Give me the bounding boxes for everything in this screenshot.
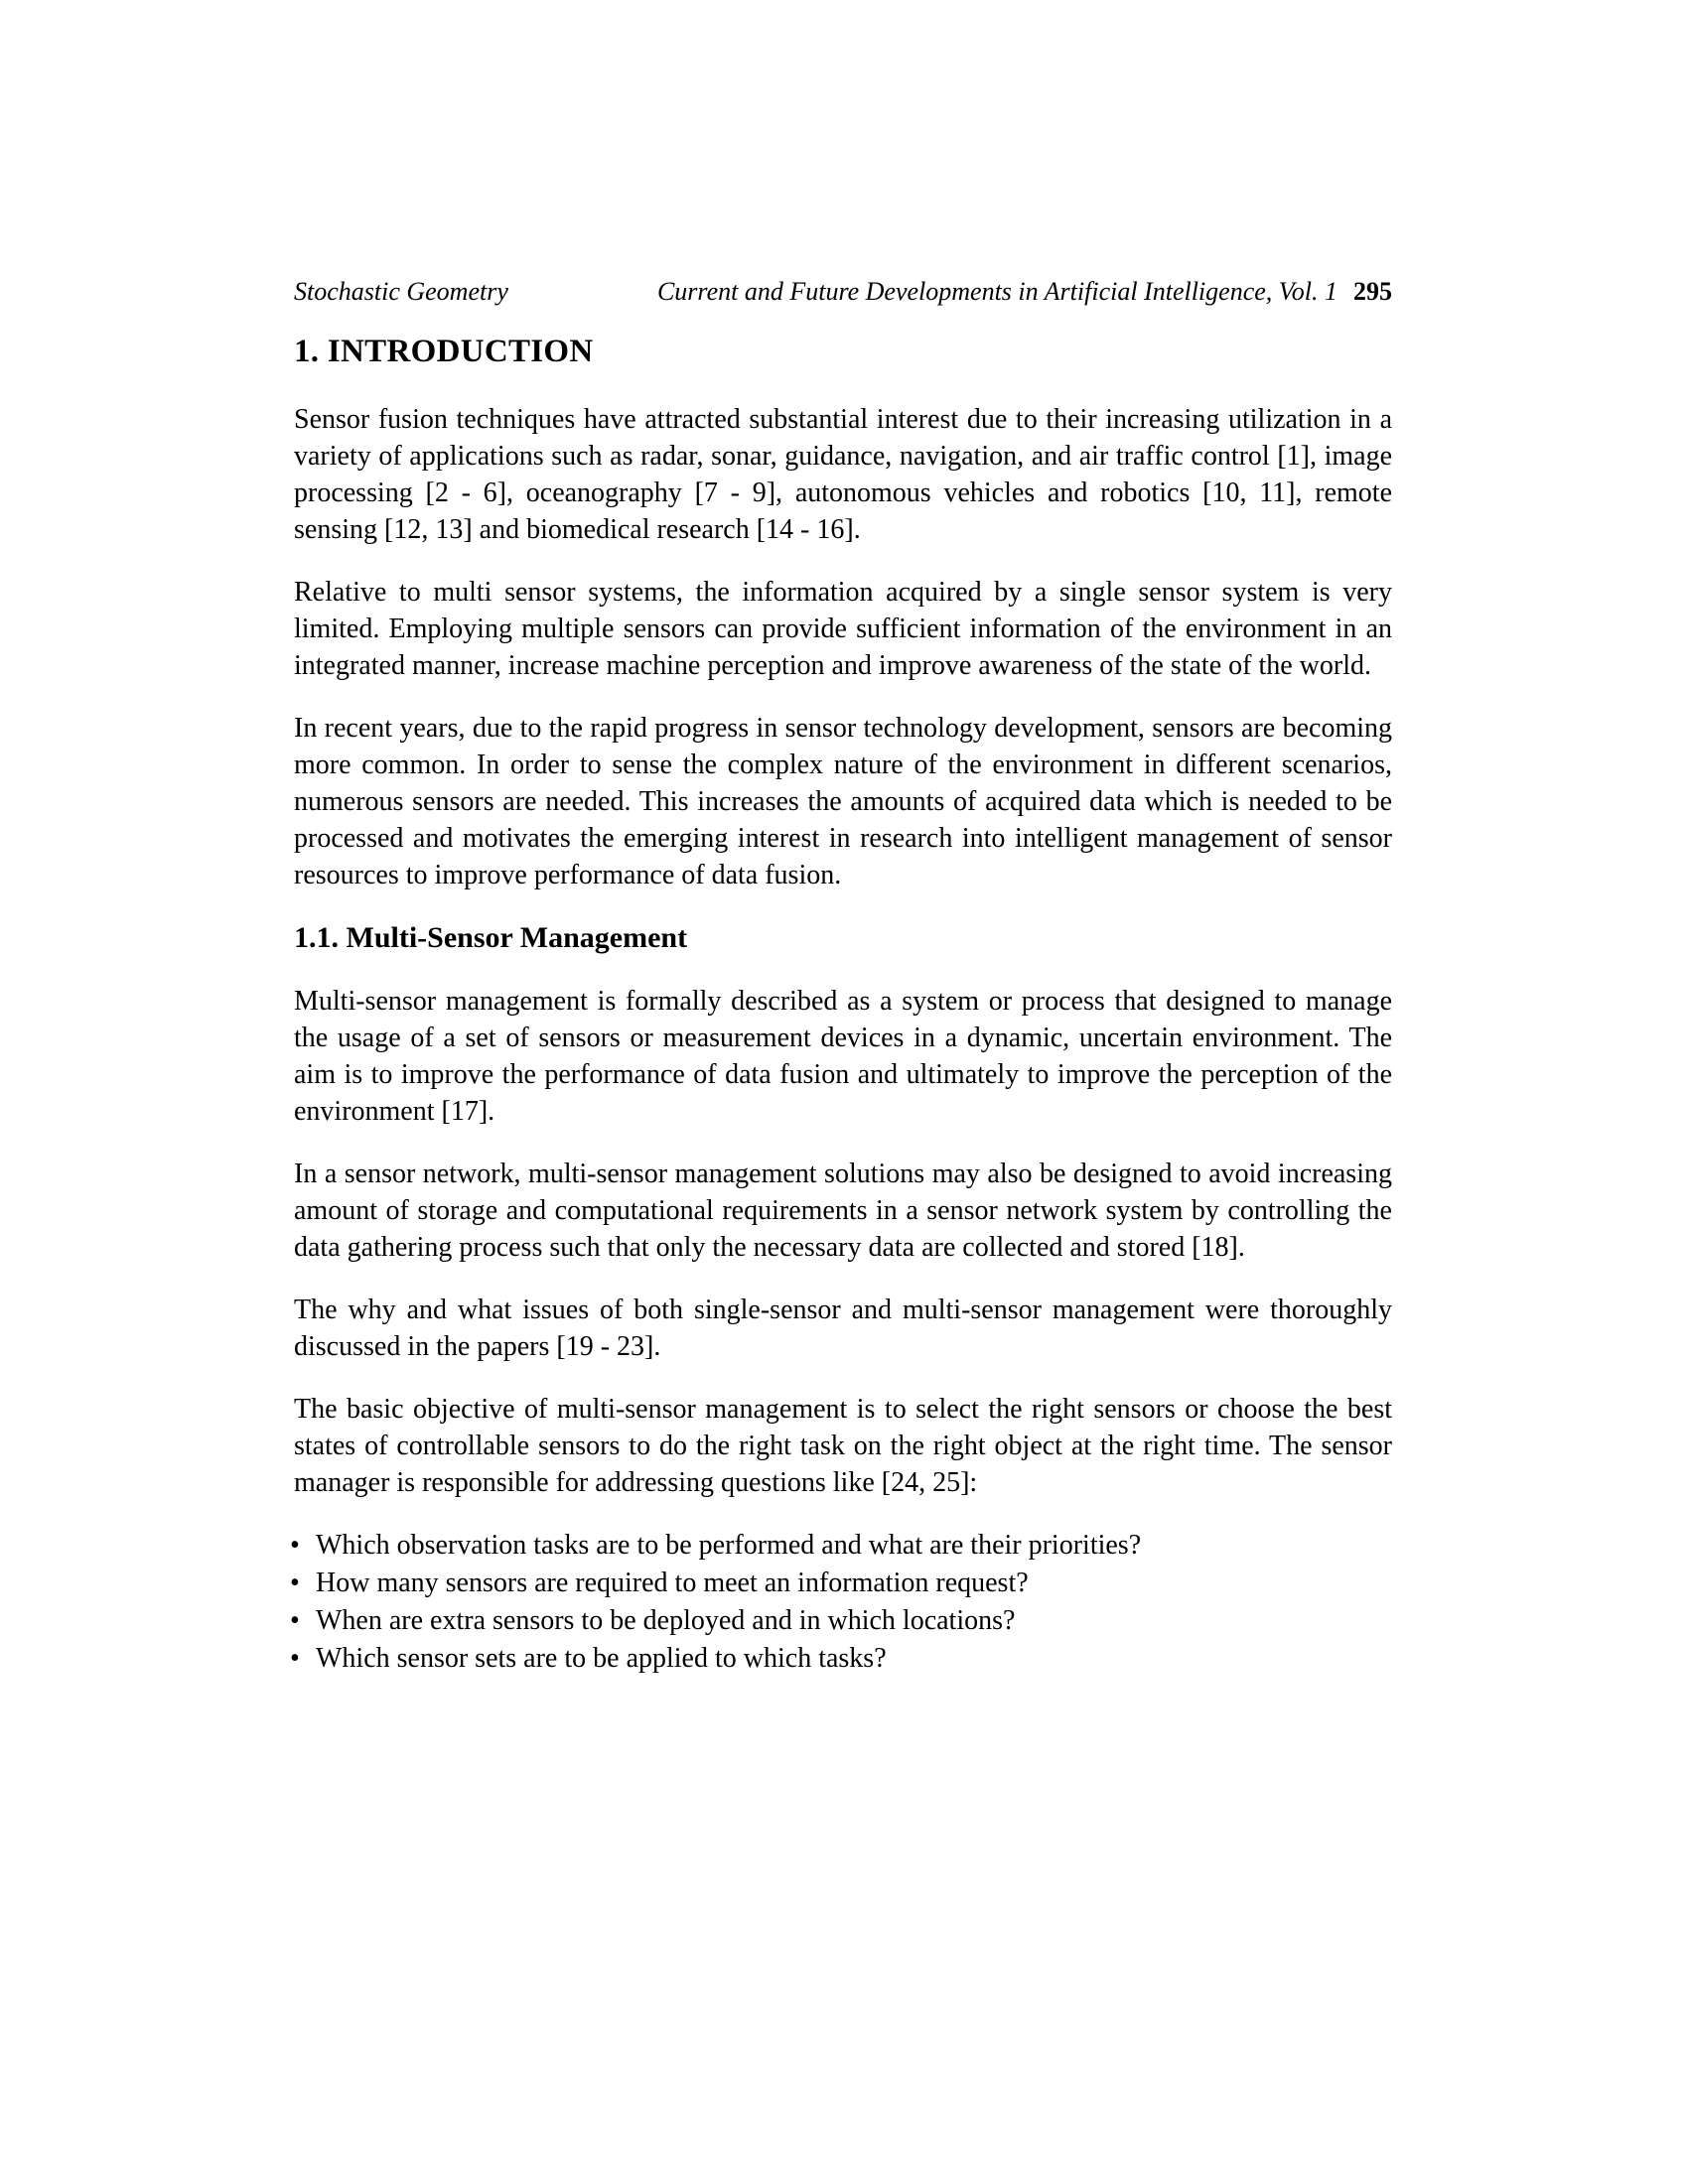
bullet-icon: •	[290, 1643, 300, 1674]
list-item	[290, 1640, 1392, 1678]
subsection-heading-multi-sensor-management: 1.1. Multi-Sensor Management	[294, 921, 688, 954]
running-head-book-title: Current and Future Developments in Artificial Intelligence, Vol. 1	[656, 277, 1337, 306]
list-item	[290, 1527, 1392, 1565]
list-item-text: Which sensor sets are to be applied to which tasks?	[316, 1643, 887, 1674]
paragraph-sensor-fusion-applications: Sensor fusion techniques have attracted substantial interest due to their increasing utilization in a variety of applications such as radar, sonar, guidance, navigation, and air traffic control [1], image processing [2 - 6], oceanography [7 - 9], autonomous vehicles and robotics [10, 11], remote sensing [12, 13] and biomedical research [14 - 16].	[294, 404, 1392, 545]
paragraph-basic-objective: The basic objective of multi-sensor management is to select the right sensors or choose the best states of controllable sensors to do the right task on the right object at the right time. The sensor manager is responsible for addressing questions like [24, 25]:	[294, 1394, 1392, 1498]
page-number: 295	[1353, 277, 1392, 306]
bullet-icon: •	[290, 1605, 300, 1636]
list-item-text: When are extra sensors to be deployed and in which locations?	[316, 1605, 1016, 1636]
running-head-section: Stochastic Geometry	[294, 277, 508, 306]
running-head	[294, 278, 1392, 306]
list-item	[290, 1602, 1392, 1640]
paragraph-management-definition: Multi-sensor management is formally described as a system or process that designed to manage the usage of a set of sensors or measurement devices in a dynamic, uncertain environment. The aim is to improve the performance of data fusion and ultimately to improve the perception of the environment [17].	[294, 986, 1392, 1127]
running-head-right	[657, 278, 1392, 306]
paragraph-multi-sensor-benefits: Relative to multi sensor systems, the information acquired by a single sensor system is very limited. Employing multiple sensors can provide sufficient information of the environment in an integrated manner, increase machine perception and improve awareness of the state of the world.	[294, 577, 1392, 681]
bullet-icon: •	[290, 1530, 300, 1561]
page-content	[290, 277, 1392, 1678]
paragraph-why-what-issues: The why and what issues of both single-sensor and multi-sensor management were thoroughly discussed in the papers [19 - 23].	[294, 1295, 1392, 1362]
paragraph-sensor-network-design: In a sensor network, multi-sensor management solutions may also be designed to avoid increasing amount of storage and computational requirements in a sensor network system by controlling the data gathering process such that only the necessary data are collected and stored [18].	[294, 1159, 1392, 1263]
section-heading-introduction: 1. INTRODUCTION	[294, 334, 594, 369]
list-item-text: Which observation tasks are to be performed and what are their priorities?	[316, 1530, 1142, 1561]
bullet-icon: •	[290, 1568, 300, 1598]
list-item	[290, 1565, 1392, 1602]
question-list	[290, 1527, 1392, 1678]
list-item-text: How many sensors are required to meet an information request?	[316, 1568, 1029, 1598]
paragraph-sensor-technology-progress: In recent years, due to the rapid progress in sensor technology development, sensors are becoming more common. In order to sense the complex nature of the environment in different scenarios, numerous sensors are needed. This increases the amounts of acquired data which is needed to be processed and motivates the emerging interest in research into intelligent management of sensor resources to improve performance of data fusion.	[294, 713, 1392, 890]
